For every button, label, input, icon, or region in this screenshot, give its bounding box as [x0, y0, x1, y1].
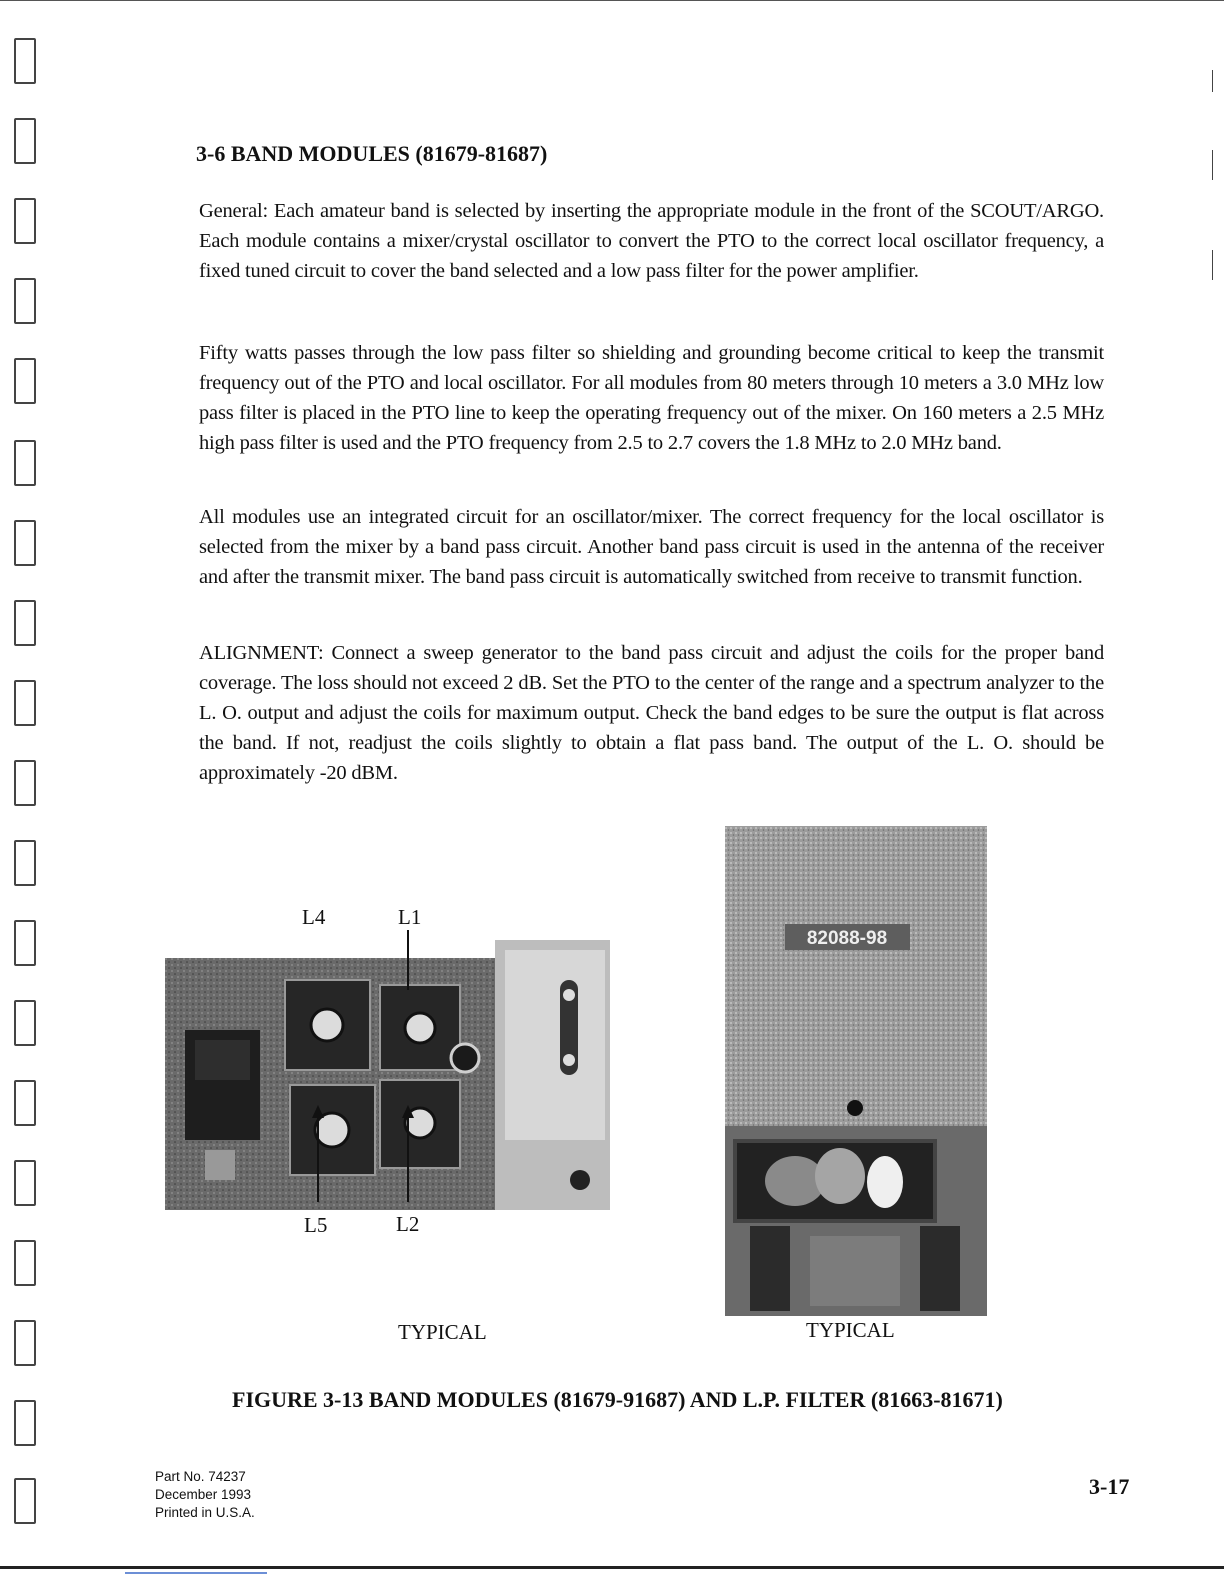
lp-filter-photo	[725, 826, 987, 1316]
typical-caption-right: TYPICAL	[806, 1318, 895, 1342]
binder-hole	[14, 1080, 36, 1126]
binder-hole	[14, 118, 36, 164]
print-date: December 1993	[155, 1487, 252, 1502]
top-rule	[0, 0, 1224, 1]
binder-hole	[14, 358, 36, 404]
binder-hole	[14, 520, 36, 566]
binder-hole	[14, 840, 36, 886]
part-number: Part No. 74237	[155, 1469, 246, 1484]
binder-hole	[14, 1320, 36, 1366]
binder-hole	[14, 600, 36, 646]
paragraph-general: General: Each amateur band is selected by inserting the appropriate module in the front of the SCOUT/ARGO. Each module contains a mixer/crystal oscillator to convert the PTO to the correct local oscillator frequency, a fixed tuned circuit to cover the band selected and a low pass filter for the power amplifier.	[199, 200, 1104, 282]
board-marking: 82088-98	[806, 928, 888, 949]
margin-mark	[1212, 250, 1213, 280]
bottom-rule	[0, 1566, 1224, 1569]
coil-label-l2: L2	[396, 1212, 420, 1236]
paragraph-alignment: ALIGNMENT: Connect a sweep generator to the band pass circuit and adjust the coils for the proper band coverage. The loss should not exceed 2 dB. Set the PTO to the center of the range and a spectrum analyzer to the L. O. output and adjust the coils for maximum output. Check the band edges to be sure the output is flat across the band. If not, readjust the coils slightly to obtain a flat pass band. The output of the L. O. should be approximately -20 dBM.	[199, 642, 1104, 784]
figure-caption: FIGURE 3-13 BAND MODULES (81679-91687) AND L.P. FILTER (81663-81671)	[232, 1387, 1003, 1412]
paragraph-fifty-watts: Fifty watts passes through the low pass filter so shielding and grounding become critical to keep the transmit frequency out of the PTO and local oscillator. For all modules from 80 meters through 10 meters a 3.0 MHz low pass filter is placed in the PTO line to keep the operating frequency out of the mixer. On 160 meters a 2.5 MHz high pass filter is used and the PTO frequency from 2.5 to 2.7 covers the 1.8 MHz to 2.0 MHz band.	[199, 342, 1104, 454]
binder-hole	[14, 1400, 36, 1446]
printed-in: Printed in U.S.A.	[155, 1505, 255, 1520]
coil-label-l4: L4	[302, 905, 326, 929]
binder-hole	[14, 1160, 36, 1206]
coil-label-l1: L1	[398, 905, 422, 929]
page-number: 3-17	[1089, 1474, 1130, 1499]
margin-mark	[1212, 150, 1213, 180]
coil-leader-lines	[300, 930, 440, 1210]
binder-hole	[14, 440, 36, 486]
binder-hole	[14, 1240, 36, 1286]
binder-hole	[14, 198, 36, 244]
footer-print-info	[155, 1468, 255, 1522]
binder-hole	[14, 278, 36, 324]
coil-label-l5: L5	[304, 1213, 328, 1237]
binder-hole	[14, 680, 36, 726]
binder-hole	[14, 920, 36, 966]
binder-hole	[14, 760, 36, 806]
typical-caption-left: TYPICAL	[398, 1320, 487, 1344]
margin-mark	[1212, 70, 1213, 92]
binder-hole	[14, 1478, 36, 1524]
blue-line	[125, 1572, 267, 1574]
binder-hole	[14, 1000, 36, 1046]
binder-hole	[14, 38, 36, 84]
section-title: 3-6 BAND MODULES (81679-81687)	[196, 141, 548, 166]
paragraph-modules: All modules use an integrated circuit for an oscillator/mixer. The correct frequency for the local oscillator is selected from the mixer by a band pass circuit. Another band pass circuit is used in the antenna of the receiver and after the transmit mixer. The band pass circuit is automatically switched from receive to transmit function.	[199, 506, 1104, 588]
